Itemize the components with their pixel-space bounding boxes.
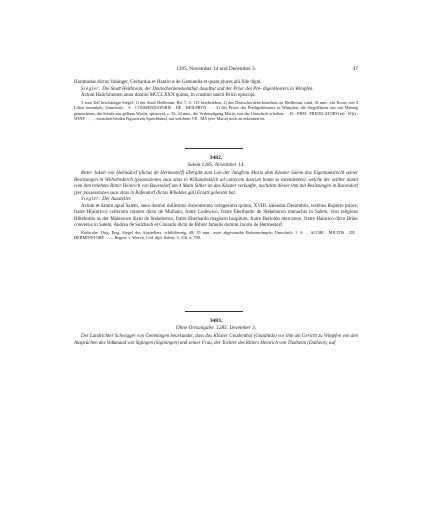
charter-3481-tail — [74, 80, 358, 122]
summary-3483: Der Landrichter Schwigger von Gemmingen beurkundet, dass das Kloster Gnadenthal (Gnadinda) vor ihm am Gericht zu Wimpfen von den Ansprüchen des Volkmand von Sigingen (Siginingen) und seiner Frau, der Tochter des Ritters Heinrich von Thalheim (Dalhein), auf — [74, 334, 358, 346]
actum-3481: Actum Halichrunnen anno domini MCCLXXX quinto, in crastino sancti Bricii episcopi. — [81, 93, 256, 98]
running-header — [74, 66, 358, 74]
note-3481: 3 zum Teil beschädigte Siegel: 1) der Stadt Heilbronn, Bd. 7, S. 110 beschrieben. 2) des Deutschordens-komthurs zu Heilbronn, rund, 36 mm., ein Kreuz von 4 Lilien bewinkelt; Umschrift: . S . CONMENDATORIS . DE . HEILPRVN . . . 3) des Priors des Predigerklosters in Wimpfen, die Siegelfläche aus mit Mennig gemischtem, die Schale aus gelbem Wachs, spitzoval, c. 35, 24 mm., die Verkündigung Mariä, von der Umschrift erhalten: . . IS . FRM . PREDICATORV(m) . W(i) . WINP . . . . ; zwischen beiden Figuren ein Spruchband, auf welchem VE . MA (ave Maria) noch zu erkennen ist. — [74, 99, 358, 122]
section-divider — [185, 148, 243, 149]
date-line-3483: Ohne Ortsangabe. 1285. Dezember 3. — [175, 325, 257, 331]
witness-line: Harimudus dictus Vahinger, Gerbardus et Hanricus de Gamundia et quam plures alii fide digni. — [74, 80, 262, 85]
charter-3482 — [74, 155, 358, 241]
page-number: 47 — [352, 66, 358, 72]
note-3482: Karlsruhe. Orig. Perg. Siegel des Ausstellers, schildförmig, 48, 35 mm., zwei abgewandte Einhornrümpfe; Umschrift: † S . . ACOBI . MILITIS . DE . HERMINSTORF . . — Regest: v. Weech, Cod. dipl. Salem. 3, 316, n. 700. — [74, 229, 358, 241]
charter-3483 — [74, 318, 358, 347]
date-line-3482: Salem 1285. November 14. — [187, 162, 245, 168]
siegler-3481: Siegler: Die Stadt Heilbronn, der Deutschordenskomthur daselbst und der Prior des Pre- digerklosters in Wimpfen. — [81, 86, 314, 92]
doc-number-3483: 3483. — [209, 318, 223, 324]
body-3482: Actum et datum apud Salem, anno domini millesimo ducentesimo octogesimo quinto, XVIII. kalendas Decembris, testibus Ruperto priore, fratre H(ainrico) cellerario minore dicto de Mulhain, fratre Ludewico, fratre Eberhardo de Stekeboron monachis in Salem, viro religioso Hiltebolde us der Maienowe dicto de Stekeboron, fratre Eberhardo magistro hospitum, fratre Bertoldo mercatore, fratre Hainrico dicto Brüer conversis in Salem, Andrea de Sulzbach et Cônrado dicto de Bibrer famulis domini Jacobi de Hermestorf. — [74, 203, 358, 228]
header-title: 1285. November 14 und December 3. — [176, 66, 256, 72]
summary-3482: Ritter Jakob von Helmsdorf (dictus de Hermestorf) übergibt zum Lob der Jungfrau Maria dem Kloster Salem das Eigentumsrecht seiner Besitzungen in Wilhelmskirch (possessiones suas sitas in Willandeskilch ad cultoram duorum boum se extendentes), welche der seither damit vom ihm belehnte Ritter Heinrich von Bavendorf um 4 Mark Silber an das Kloster verkaufte, nachdem dieser ihm mit Besitzungen in Bavendorf (per possessiones suas sitas in Bafendorf dictas Ribaldes güt) Ersatz geleistet hat. — [74, 171, 358, 196]
section-divider — [185, 311, 243, 312]
siegler-3482: Siegler: Der Aussteller. — [81, 197, 132, 202]
doc-number-3482: 3482. — [209, 155, 223, 161]
